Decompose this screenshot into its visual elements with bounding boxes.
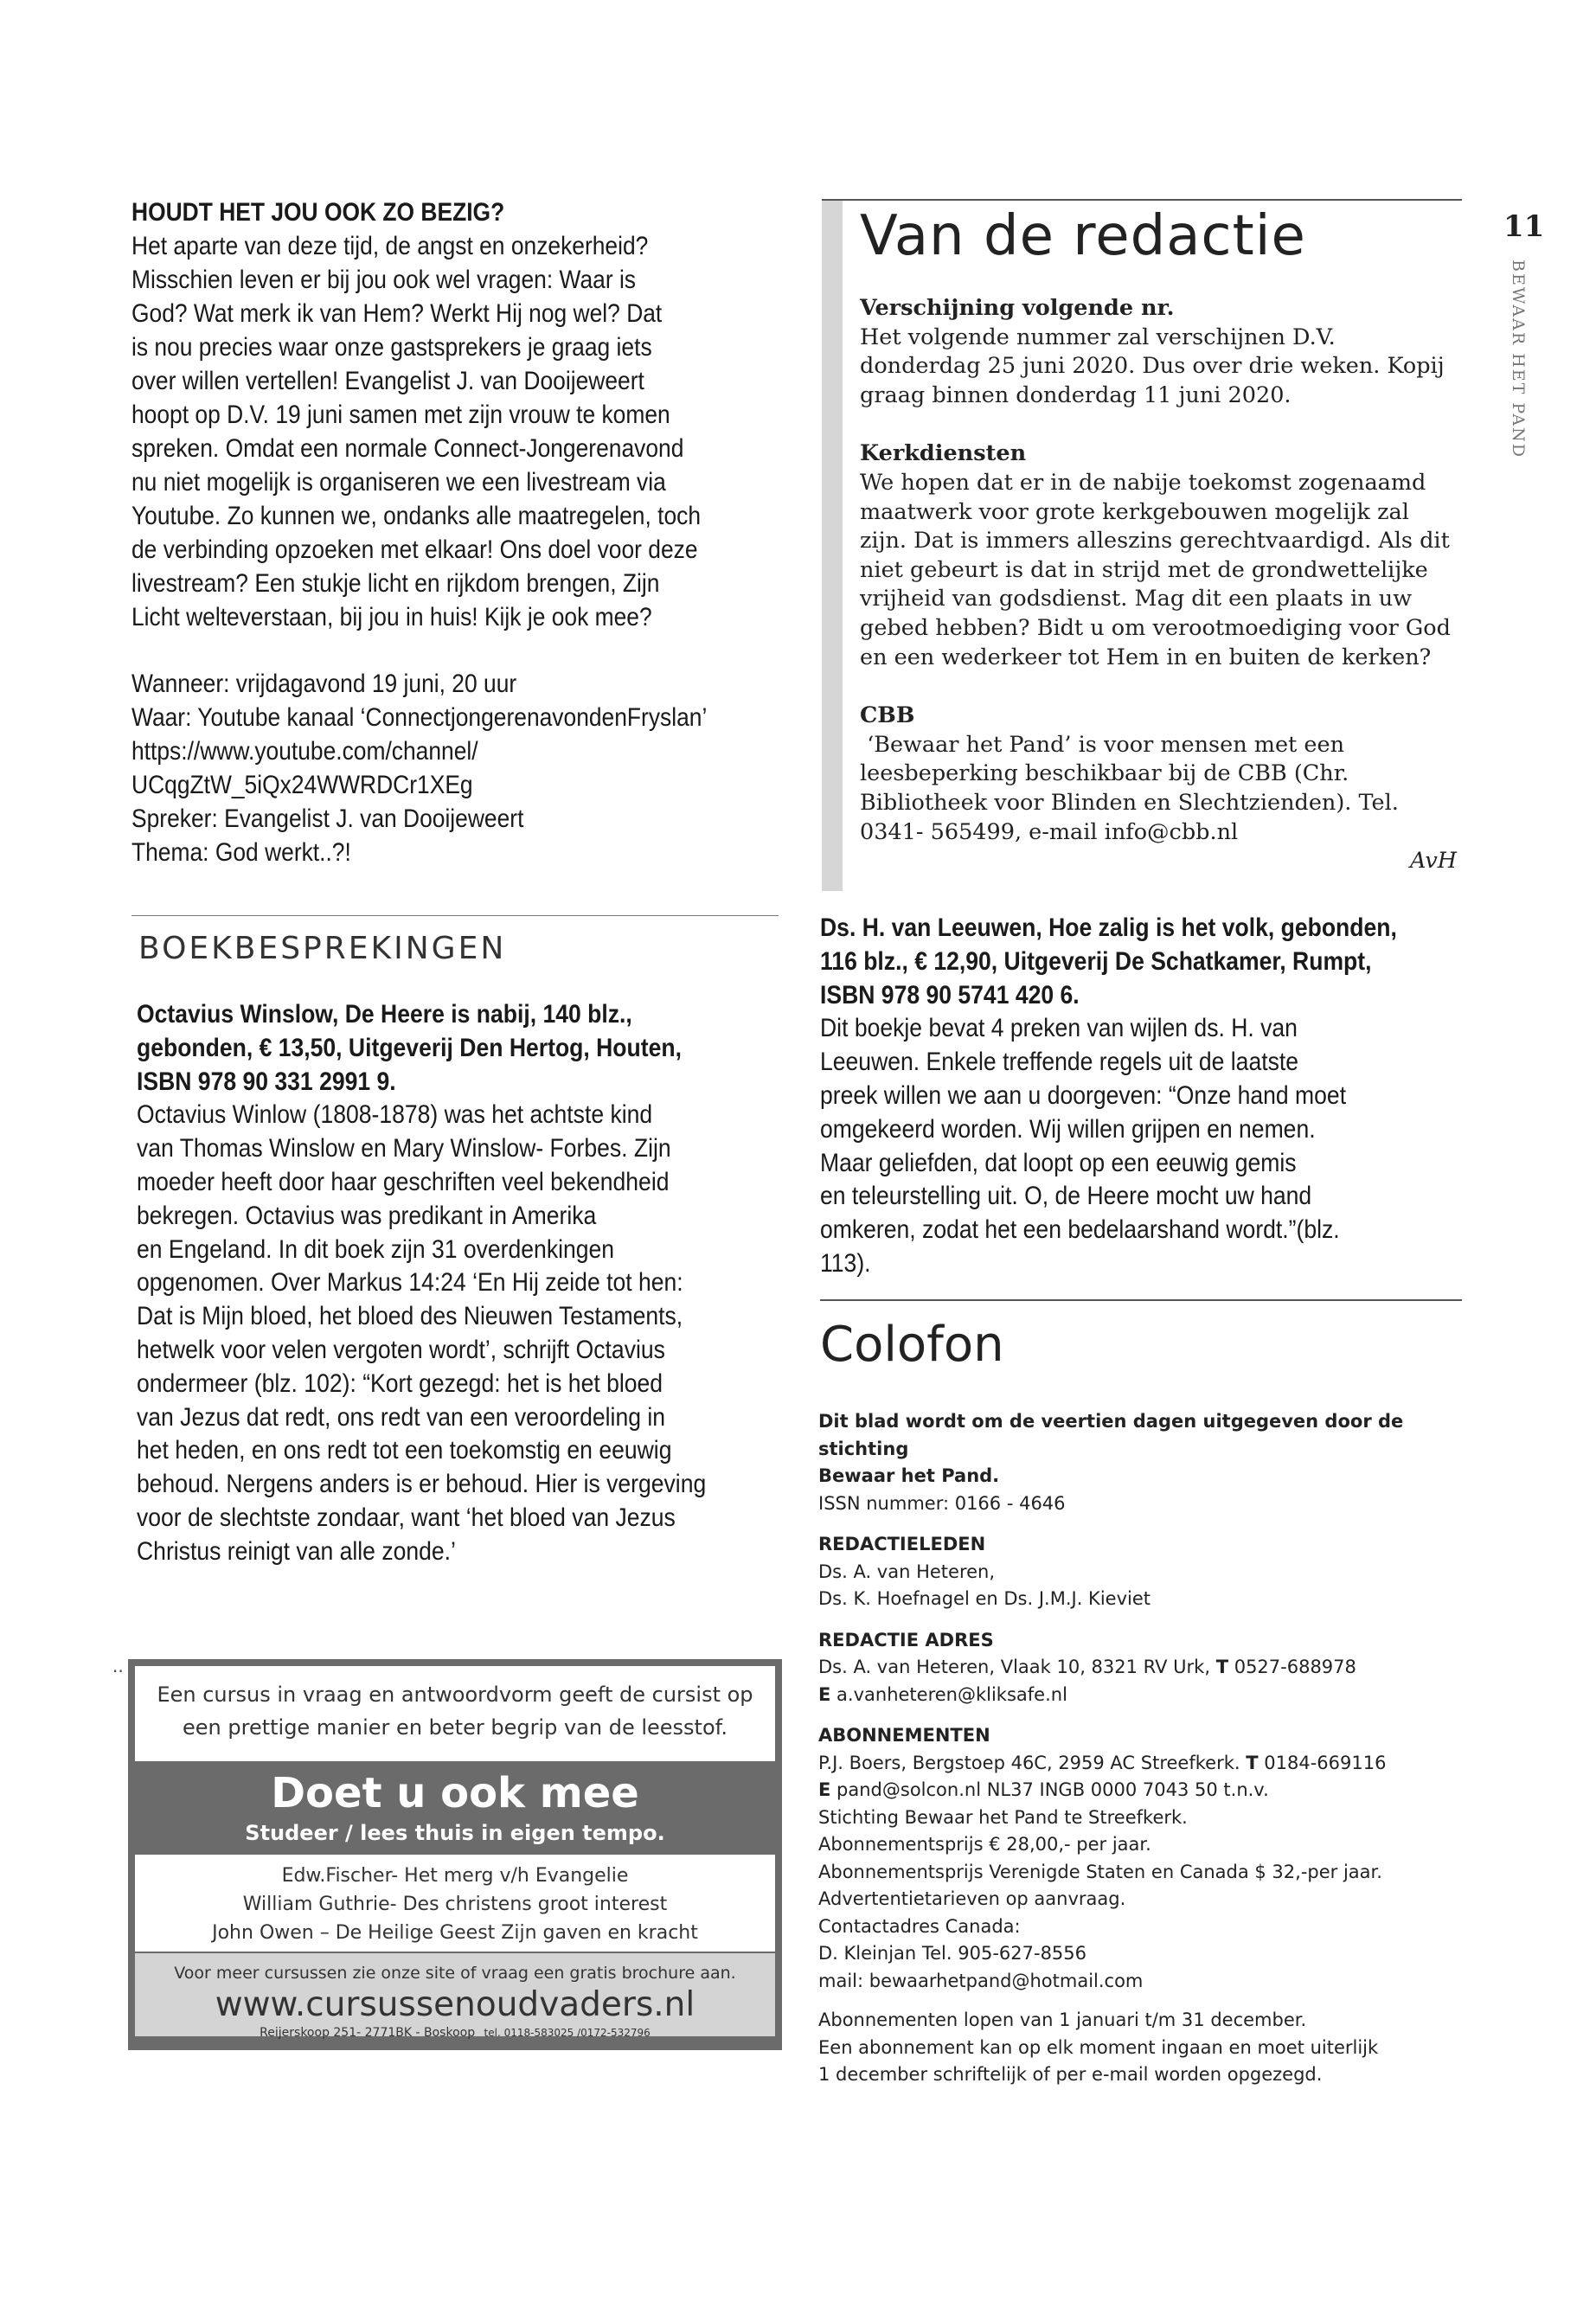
intro-line: over willen vertellen! Evangelist J. van Dooijeweert — [131, 367, 644, 395]
email-address[interactable]: a.vanheteren@kliksafe.nl — [836, 1683, 1067, 1705]
intro-article — [131, 195, 877, 869]
stray-dots: .. — [112, 1656, 124, 1676]
text-line: D. Kleinjan Tel. 905-627-8556 — [818, 1943, 1087, 1964]
review-line: Christus reinigt van alle zonde.’ — [137, 1536, 456, 1566]
text-line: niet gebeurt is dat in strijd met de grondwettelijke — [860, 556, 1428, 583]
ad-course: William Guthrie- Des christens groot interest — [242, 1894, 668, 1915]
review-line: ondermeer (blz. 102): “Kort gezegd: het is het bloed — [137, 1368, 663, 1398]
email-line — [818, 1777, 1476, 1804]
intro-line: livestream? Een stukje licht en rijkdom brengen, Zijn — [131, 569, 660, 598]
ad-address: Reijerskoop 251- 2771BK - Boskoop — [260, 2026, 476, 2040]
address-text: Ds. A. van Heteren, Vlaak 10, 8321 RV Urk, — [818, 1657, 1210, 1677]
ad-footer — [135, 1953, 775, 2040]
subheading: ABONNEMENTEN — [818, 1725, 990, 1746]
text-line: 1 december schriftelijk of per e-mail worden opgezegd. — [818, 2064, 1323, 2085]
subheading: Kerkdiensten — [860, 440, 1027, 467]
phone-label: T — [1246, 1752, 1259, 1773]
event-when: Wanneer: vrijdagavond 19 juni, 20 uur — [131, 670, 517, 698]
review-line: van Jezus dat redt, ons redt van een veroordeling in — [137, 1402, 666, 1432]
divider — [131, 915, 779, 916]
email-label: E — [818, 1779, 831, 1800]
review-line: Dat is Mijn bloed, het bloed des Nieuwen Testaments, — [137, 1302, 683, 1331]
review-line: van Thomas Winslow en Mary Winslow- Forbes. Zijn — [137, 1134, 671, 1163]
book-review-2 — [820, 912, 1463, 1281]
book-title: 116 blz., € 12,90, Uitgeverij De Schatkamer, Rumpt, — [820, 946, 1372, 976]
text-line[interactable]: mail: bewaarhetpand@hotmail.com — [818, 1970, 1144, 1991]
side-running-title: BEWAAR HET PAND — [1509, 260, 1528, 458]
intro-line: spreken. Omdat een normale Connect-Jongerenavond — [131, 434, 684, 463]
ad-course-list — [135, 1855, 775, 1952]
text-line: maatwerk voor grote kerkgebouwen mogelijk zal — [860, 498, 1409, 525]
text-line: zijn. Dat is immers alleszins gerechtvaardigd. Als dit — [860, 528, 1450, 554]
text-line: We hopen dat er in de nabije toekomst zogenaamd — [860, 469, 1426, 496]
section-title-redactie: Van de redactie — [860, 204, 1306, 268]
text-line: Stichting Bewaar het Pand te Streefkerk. — [818, 1806, 1188, 1828]
subheading: REDACTIELEDEN — [818, 1534, 986, 1554]
intro-line: God? Wat merk ik van Hem? Werkt Hij nog wel? Dat — [131, 299, 663, 328]
text-line: gebed hebben? Bidt u om verootmoediging voor God — [860, 614, 1451, 641]
review-line: voor de slechtste zondaar, want ‘het bloed van Jezus — [137, 1503, 676, 1532]
ad-subline: Studeer / lees thuis in eigen tempo. — [245, 1821, 665, 1845]
ad-phone: tel. 0118-583025 /0172-532796 — [484, 2027, 651, 2039]
book-title: ISBN 978 90 331 2991 9. — [137, 1067, 396, 1096]
review-line: Dit boekje bevat 4 preken van wijlen ds. H. van — [820, 1014, 1298, 1043]
phone-label: T — [1215, 1657, 1229, 1677]
intro-line: de verbinding opzoeken met elkaar! Ons doel voor deze — [131, 535, 698, 564]
text-line: donderdag 25 juni 2020. Dus over drie weken. Kopij — [860, 353, 1445, 380]
ad-intro-line: Een cursus in vraag en antwoordvorm geeft de cursist op — [157, 1682, 753, 1707]
ad-address-line — [135, 2024, 775, 2041]
intro-line: is nou precies waar onze gastsprekers je graag iets — [131, 333, 652, 362]
colofon-intro: Dit blad wordt om de veertien dagen uitgegeven door de stichting — [818, 1411, 1404, 1459]
section-side-bar — [822, 201, 843, 891]
section-title-boekbesprekingen: BOEKBESPREKINGEN — [138, 931, 507, 966]
address-text: P.J. Boers, Bergstoep 46C, 2959 AC Streefkerk. — [818, 1752, 1240, 1773]
colofon-body — [818, 1408, 1476, 2089]
intro-line: hoopt op D.V. 19 juni samen met zijn vrouw te komen — [131, 401, 670, 429]
intro-heading: HOUDT HET JOU OOK ZO BEZIG? — [131, 198, 505, 227]
text-line: Contactadres Canada: — [818, 1915, 1021, 1937]
ad-course: John Owen – De Heilige Geest Zijn gaven en kracht — [212, 1922, 698, 1944]
ad-intro-line: een prettige manier en beter begrip van de leesstof. — [183, 1715, 727, 1740]
phone-number: 0527-688978 — [1234, 1657, 1356, 1677]
text-line: ‘Bewaar het Pand’ is voor mensen met een — [860, 731, 1344, 758]
redactie-body — [860, 294, 1457, 876]
intro-line: Licht welteverstaan, bij jou in huis! Kijk je ook mee? — [131, 603, 652, 631]
review-line: het heden, en ons redt tot een toekomstig en eeuwig — [137, 1436, 672, 1465]
divider — [820, 1299, 1462, 1301]
review-line: hetwelk voor velen vergoten wordt’, schrijft Octavius — [137, 1335, 665, 1364]
review-line: opgenomen. Over Markus 14:24 ‘En Hij zeide tot hen: — [137, 1268, 683, 1298]
book-title: Ds. H. van Leeuwen, Hoe zalig is het volk, gebonden, — [820, 913, 1397, 942]
book-title: ISBN 978 90 5741 420 6. — [820, 980, 1080, 1009]
review-line: 113). — [820, 1248, 871, 1278]
ad-headline: Doet u ook mee — [271, 1769, 639, 1817]
review-line: moeder heeft door haar geschriften veel bekendheid — [137, 1167, 670, 1196]
text-line: Een abonnement kan op elk moment ingaan en moet uiterlijk — [818, 2036, 1379, 2058]
review-line: omgekeerd worden. Wij willen grijpen en nemen. — [820, 1114, 1316, 1144]
section-title-colofon: Colofon — [820, 1317, 1004, 1373]
divider — [822, 199, 1462, 201]
email-address[interactable]: pand@solcon.nl NL37 INGB 0000 7043 50 t.n.v. — [836, 1779, 1269, 1800]
course-advertisement — [128, 1659, 782, 2050]
text-line: Ds. K. Hoefnagel en Ds. J.M.J. Kieviet — [818, 1588, 1151, 1609]
review-line: behoud. Nergens anders is er behoud. Hier is vergeving — [137, 1470, 707, 1499]
event-link[interactable]: UCqgZtW_5iQx24WWRDCr1XEg — [131, 771, 473, 799]
text-line: Abonnementsprijs Verenigde Staten en Canada $ 32,-per jaar. — [818, 1861, 1382, 1882]
review-line: Octavius Winlow (1808-1878) was het achtste kind — [137, 1100, 653, 1130]
text-line: Abonnementen lopen van 1 januari t/m 31 december. — [818, 2009, 1307, 2030]
email-line — [818, 1682, 1476, 1709]
issn: ISSN nummer: 0166 - 4646 — [818, 1492, 1066, 1514]
email-label: E — [818, 1683, 831, 1705]
subheading: CBB — [860, 702, 915, 729]
event-where: Waar: Youtube kanaal ‘ConnectjongerenavondenFryslan’ — [131, 703, 708, 732]
signature: AvH — [1409, 848, 1457, 875]
review-line: en Engeland. In dit boek zijn 31 overdenkingen — [137, 1234, 615, 1264]
review-line: preek willen we aan u doorgeven: “Onze hand moet — [820, 1080, 1347, 1110]
ad-course: Edw.Fischer- Het merg v/h Evangelie — [281, 1865, 629, 1887]
book-review-1 — [137, 998, 887, 1569]
review-line: en teleurstelling uit. O, de Heere mocht uw hand — [820, 1182, 1312, 1211]
text-line: vrijheid van godsdienst. Mag dit een plaats in uw — [860, 586, 1413, 612]
ad-intro — [135, 1666, 775, 1761]
review-line: omkeren, zodat het een bedelaarshand wordt.”(blz. — [820, 1215, 1340, 1245]
text-line: Ds. A. van Heteren, — [818, 1561, 996, 1582]
phone-number: 0184-669116 — [1264, 1752, 1387, 1773]
ad-url[interactable]: www.cursussenoudvaders.nl — [215, 1985, 695, 2024]
review-line: Maar geliefden, dat loopt op een eeuwig gemis — [820, 1148, 1297, 1177]
colofon-intro: Bewaar het Pand. — [818, 1465, 1000, 1486]
text-line: 0341- 565499, e-mail info@cbb.nl — [860, 818, 1239, 845]
text-line: Bibliotheek voor Blinden en Slechtzienden). Tel. — [860, 789, 1399, 816]
text-line: Advertentietarieven op aanvraag. — [818, 1888, 1126, 1909]
address-line — [818, 1654, 1476, 1682]
text-line: leesbeperking beschikbaar bij de CBB (Chr. — [860, 760, 1349, 787]
intro-line: nu niet mogelijk is organiseren we een livestream via — [131, 468, 666, 497]
intro-line: Youtube. Zo kunnen we, ondanks alle maatregelen, toch — [131, 502, 702, 530]
event-link[interactable]: https://www.youtube.com/channel/ — [131, 737, 478, 766]
ad-headline-band — [135, 1761, 775, 1855]
text-line: graag binnen donderdag 11 juni 2020. — [860, 381, 1292, 408]
text-line: Het volgende nummer zal verschijnen D.V. — [860, 324, 1336, 350]
intro-line: Misschien leven er bij jou ook wel vragen: Waar is — [131, 266, 637, 294]
subheading: REDACTIE ADRES — [818, 1629, 994, 1650]
event-speaker: Spreker: Evangelist J. van Dooijeweert — [131, 804, 524, 833]
page-number: 11 — [1503, 209, 1545, 244]
text-line: Abonnementsprijs € 28,00,- per jaar. — [818, 1834, 1151, 1855]
text-line: en een wederkeer tot Hem in en buiten de kerken? — [860, 644, 1432, 670]
address-line — [818, 1750, 1476, 1778]
review-line: Leeuwen. Enkele treffende regels uit de laatste — [820, 1048, 1299, 1077]
book-title: gebonden, € 13,50, Uitgeverij Den Hertog, Houten, — [137, 1033, 682, 1062]
subheading: Verschijning volgende nr. — [860, 295, 1175, 321]
review-line: bekregen. Octavius was predikant in Amerika — [137, 1201, 597, 1230]
event-theme: Thema: God werkt..?! — [131, 838, 351, 867]
book-title: Octavius Winslow, De Heere is nabij, 140 blz., — [137, 1000, 632, 1029]
intro-line: Het aparte van deze tijd, de angst en onzekerheid? — [131, 232, 649, 260]
ad-more-info: Voor meer cursussen zie onze site of vraag een gratis brochure aan. — [174, 1964, 736, 1983]
